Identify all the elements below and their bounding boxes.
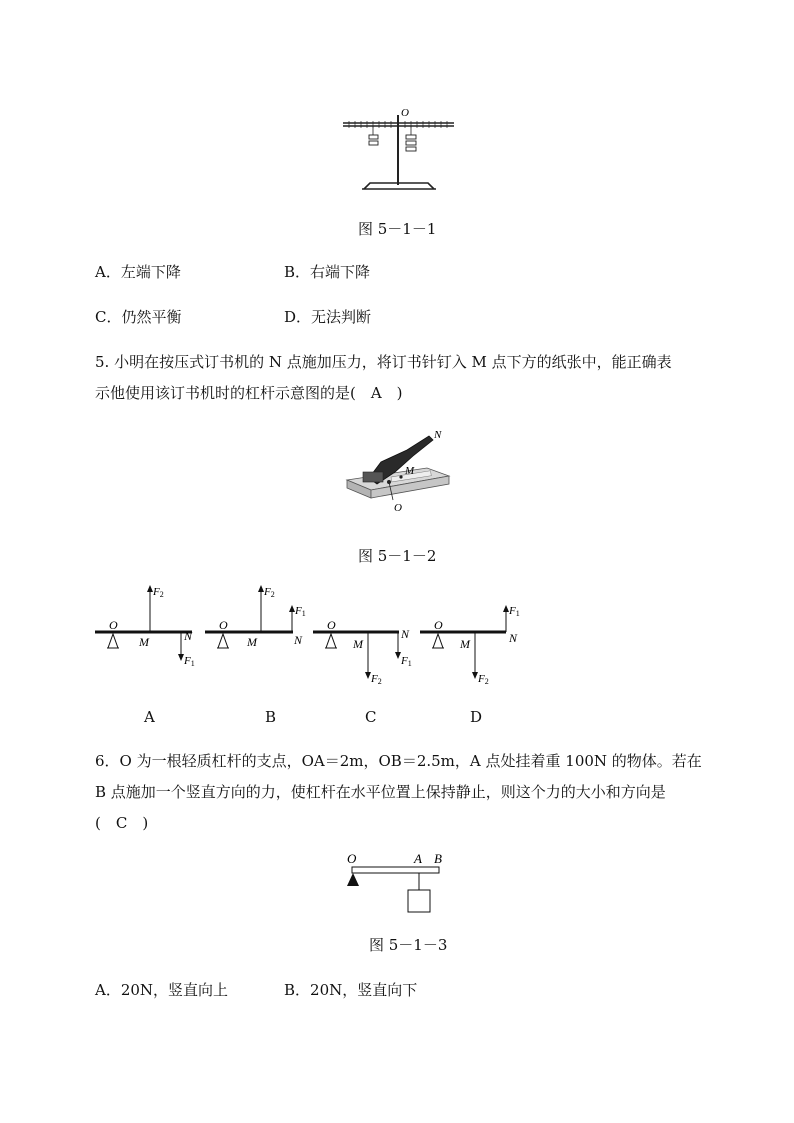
fulcrum-icon xyxy=(347,873,359,886)
svg-text:F1: F1 xyxy=(401,655,412,668)
label-f1: F xyxy=(184,655,191,667)
label-o: O xyxy=(219,618,228,632)
label-n: N xyxy=(509,631,518,645)
fig2-label-n: N xyxy=(434,429,442,441)
fig2-label-o: O xyxy=(394,502,402,514)
label-f2: F xyxy=(264,586,271,598)
label-f1: F xyxy=(509,605,516,617)
label-f2: F xyxy=(153,586,160,598)
q6-line-2: B 点施加一个竖直方向的力，使杠杆在水平位置上保持静止，则这个力的大小和方向是 xyxy=(95,783,666,801)
q4-option-d: D．无法判断 xyxy=(284,308,372,326)
svg-text:F2: F2 xyxy=(371,673,382,686)
svg-text:F1: F1 xyxy=(509,605,520,618)
option-letter-a: A xyxy=(144,708,155,726)
fulcrum-icon xyxy=(433,634,443,648)
figure-5-1-2 xyxy=(343,428,453,518)
label-f1: F xyxy=(401,655,408,667)
fig1-caption: 图 5－1－1 xyxy=(358,220,437,238)
q4-option-c: C．仍然平衡 xyxy=(95,308,182,326)
label-m: M xyxy=(247,635,257,649)
option-letter-c: C xyxy=(365,708,377,726)
fig1-label-o: O xyxy=(401,107,409,119)
lever-diagram-a xyxy=(95,582,205,672)
figure-5-1-1 xyxy=(340,103,460,193)
label-f1: F xyxy=(295,605,302,617)
q5-line-2: 示他使用该订书机时的杠杆示意图的是( A ) xyxy=(95,384,403,402)
label-n: N xyxy=(184,629,193,643)
label-m: M xyxy=(139,635,149,649)
q6-line-1: 6．O 为一根轻质杠杆的支点，OA＝2m，OB＝2.5m，A 点处挂着重 100N 的物体。若在 xyxy=(95,752,702,770)
lever-diagram-b xyxy=(205,582,315,672)
option-letter-b: B xyxy=(265,708,277,726)
label-m: M xyxy=(353,637,363,651)
q6-line-3: ( C ) xyxy=(95,814,149,832)
lever-diagram-c xyxy=(313,582,423,692)
fig2-caption: 图 5－1－2 xyxy=(358,547,437,565)
label-o: O xyxy=(434,618,443,632)
q4-option-a: A．左端下降 xyxy=(95,263,181,281)
label-o: O xyxy=(327,618,336,632)
label-m: M xyxy=(460,637,470,651)
q6-option-b: B．20N，竖直向下 xyxy=(284,981,418,999)
svg-text:F1: F1 xyxy=(295,605,306,618)
option-letter-d: D xyxy=(470,708,483,726)
svg-text:F2: F2 xyxy=(153,586,164,599)
label-n: N xyxy=(294,633,303,647)
svg-text:F2: F2 xyxy=(264,586,275,599)
fig3-label-b: B xyxy=(434,851,442,866)
q4-option-b: B．右端下降 xyxy=(284,263,371,281)
label-f2: F xyxy=(478,673,485,685)
label-n: N xyxy=(401,627,410,641)
lever-diagram-d xyxy=(420,582,530,692)
fig2-label-m: M xyxy=(405,465,415,477)
fig3-label-a: A xyxy=(414,851,422,866)
q5-line-1: 5. 小明在按压式订书机的 N 点施加压力，将订书针钉入 M 点下方的纸张中，能正确表 xyxy=(95,353,672,371)
label-o: O xyxy=(109,618,118,632)
svg-text:F2: F2 xyxy=(478,673,489,686)
svg-text:F1: F1 xyxy=(184,655,195,668)
q6-option-a: A．20N，竖直向上 xyxy=(95,981,229,999)
fig3-caption: 图 5－1－3 xyxy=(369,936,448,954)
label-f2: F xyxy=(371,673,378,685)
fulcrum-icon xyxy=(326,634,336,648)
fulcrum-icon xyxy=(218,634,228,648)
figure-5-1-3 xyxy=(343,848,453,918)
fulcrum-icon xyxy=(108,634,118,648)
lever-bar xyxy=(352,867,439,873)
fig3-label-o: O xyxy=(347,851,357,866)
hanging-weight xyxy=(408,890,430,912)
